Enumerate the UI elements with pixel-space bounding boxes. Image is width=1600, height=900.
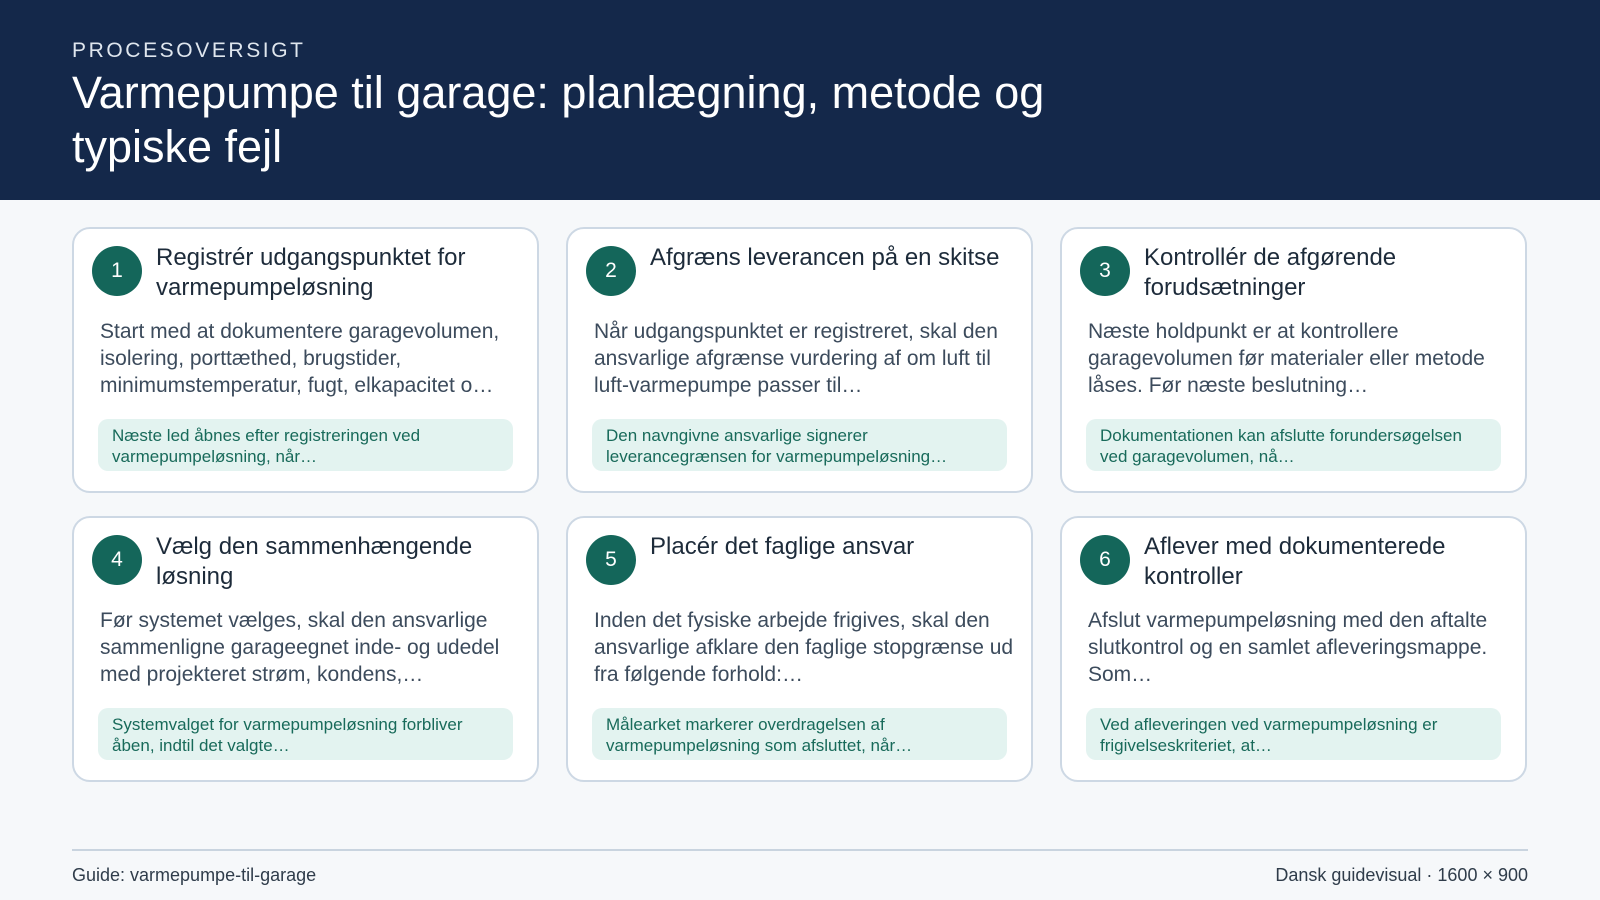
step-title: Vælg den sammenhængende løsning xyxy=(156,533,473,590)
step-number-badge: 4 xyxy=(92,535,142,585)
step-description: Næste holdpunkt er at kontrollere garagevolumen før materialer eller metode låses. Før næste beslutning… xyxy=(1088,320,1485,397)
step-note: Dokumentationen kan afslutte forundersøgelsen ved garagevolumen, nå… xyxy=(1086,419,1501,471)
step-note: Systemvalget for varmepumpeløsning forbliver åben, indtil det valgte… xyxy=(98,708,513,760)
footer-divider xyxy=(72,849,1528,851)
step-title: Placér det faglige ansvar xyxy=(650,533,915,560)
step-number-badge: 1 xyxy=(92,246,142,296)
step-note: Målearket markerer overdragelsen af varmepumpeløsning som afsluttet, når… xyxy=(592,708,1007,760)
page-header xyxy=(0,0,1600,200)
step-title: Kontrollér de afgørende forudsætninger xyxy=(1144,244,1397,301)
step-description: Start med at dokumentere garagevolumen, isolering, porttæthed, brugstider, minimumstemperatur, fugt, elkapacitet o… xyxy=(100,320,500,397)
step-title: Registrér udgangspunktet for varmepumpeløsning xyxy=(156,244,466,301)
step-title: Afgræns leverancen på en skitse xyxy=(650,244,1000,271)
process-grid xyxy=(72,227,1527,782)
step-number-badge: 6 xyxy=(1080,535,1130,585)
step-note: Ved afleveringen ved varmepumpeløsning er frigivelseskriteriet, at… xyxy=(1086,708,1501,760)
step-note: Den navngivne ansvarlige signerer leverancegrænsen for varmepumpeløsning… xyxy=(592,419,1007,471)
step-card-3 xyxy=(1060,227,1527,493)
step-description: Inden det fysiske arbejde frigives, skal den ansvarlige afklare den faglige stopgrænse ud fra følgende forhold:… xyxy=(594,609,1014,686)
step-card-header xyxy=(100,534,521,592)
step-card-header xyxy=(100,245,521,303)
footer-guide-label: Guide: varmepumpe-til-garage xyxy=(72,865,317,885)
step-card-header xyxy=(594,534,1015,592)
eyebrow-label: PROCESOVERSIGT xyxy=(72,39,306,62)
footer-meta-label: Dansk guidevisual · 1600 × 900 xyxy=(1275,865,1528,885)
step-card-header xyxy=(1088,245,1509,303)
step-card-4 xyxy=(72,516,539,782)
step-note: Næste led åbnes efter registreringen ved varmepumpeløsning, når… xyxy=(98,419,513,471)
step-card-5 xyxy=(566,516,1033,782)
step-description: Før systemet vælges, skal den ansvarlige sammenligne garageegnet inde- og udedel med projekteret strøm, kondens,… xyxy=(100,609,500,686)
step-description: Afslut varmepumpeløsning med den aftalte slutkontrol og en samlet afleveringsmappe. Som… xyxy=(1088,609,1488,686)
step-card-6 xyxy=(1060,516,1527,782)
step-title: Aflever med dokumenterede kontroller xyxy=(1144,533,1446,590)
step-number-badge: 5 xyxy=(586,535,636,585)
step-card-1 xyxy=(72,227,539,493)
page-title: Varmepumpe til garage: planlægning, metode og typiske fejl xyxy=(72,67,1045,172)
step-card-header xyxy=(1088,534,1509,592)
step-card-2 xyxy=(566,227,1033,493)
step-description: Når udgangspunktet er registreret, skal den ansvarlige afgrænse vurdering af om luft til luft-varmepumpe passer til… xyxy=(594,320,998,397)
step-number-badge: 2 xyxy=(586,246,636,296)
step-number-badge: 3 xyxy=(1080,246,1130,296)
step-card-header xyxy=(594,245,1015,303)
